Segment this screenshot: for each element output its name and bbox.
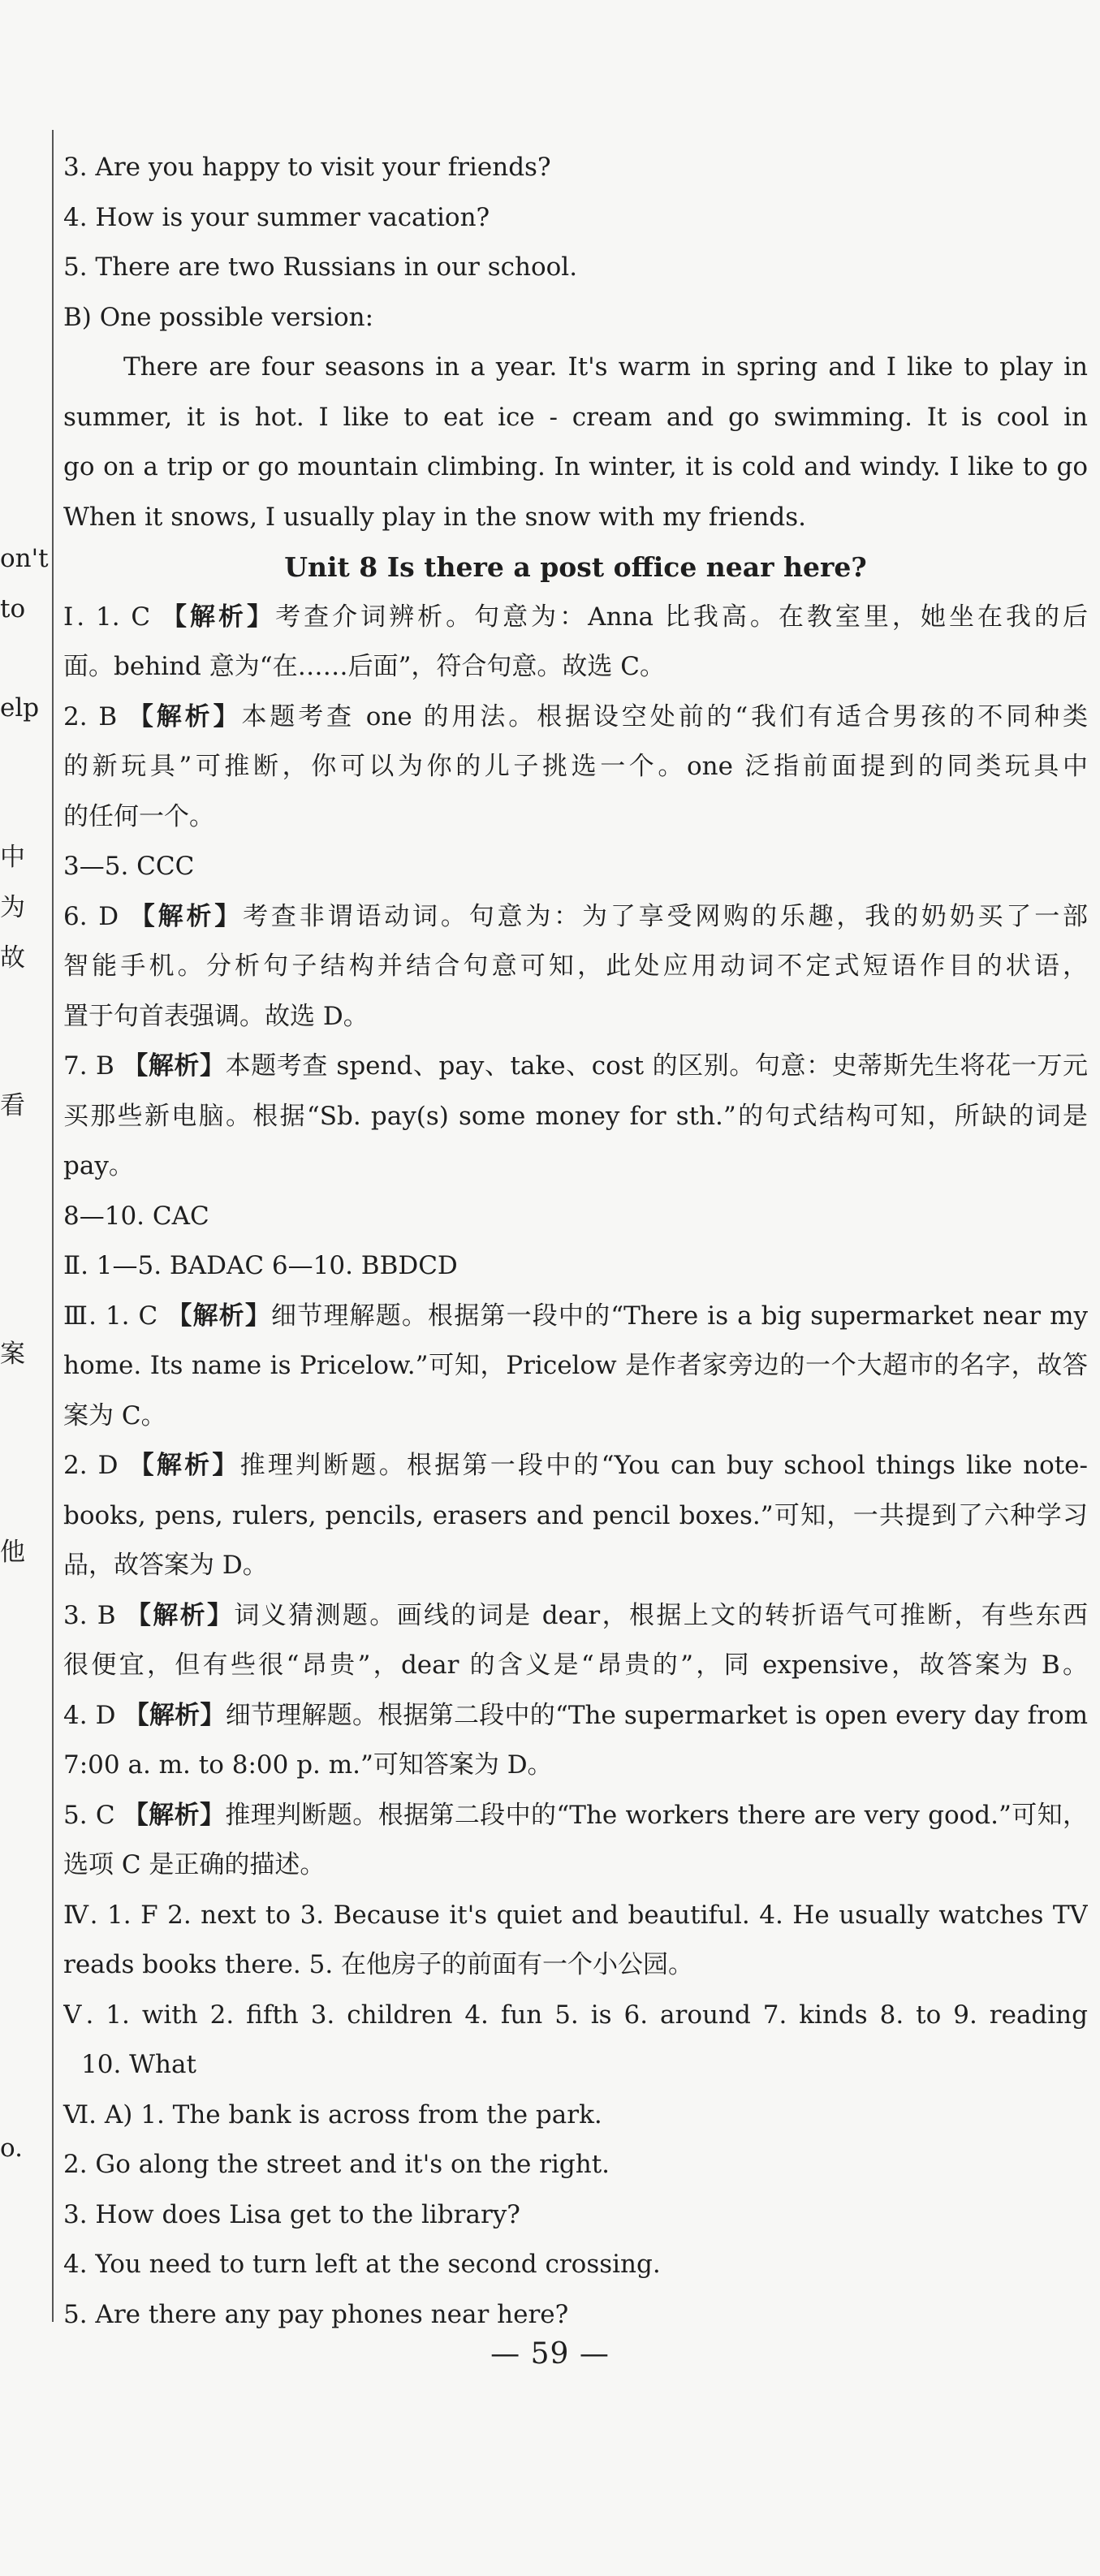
item-number: Ⅲ. 1. C	[63, 1301, 167, 1331]
column-divider	[52, 130, 54, 2322]
line-text: 4. You need to turn left at the second crossing.	[63, 2250, 661, 2279]
line-text: 面。behind 意为“在……后面”，符合句意。故选 C。	[63, 652, 666, 681]
line-text: There are four seasons in a year. It's warm in spring and I like to play in	[123, 352, 1088, 382]
margin-fragment: to	[0, 594, 26, 624]
answer-line	[63, 1641, 1088, 1691]
analysis-tag: 【解析】	[127, 701, 242, 731]
answer-line	[63, 2290, 1088, 2341]
answer-line	[63, 1591, 1088, 1642]
answer-line	[63, 1741, 1088, 1791]
line-text: Ⅳ. 1. F 2. next to 3. Because it's quiet and beautiful. 4. He usually watches TV	[63, 1900, 1088, 1930]
item-number: 2. D	[63, 1451, 129, 1480]
answer-line	[63, 293, 1088, 343]
margin-fragment: elp	[0, 693, 40, 723]
analysis-tag: 【解析】	[123, 1051, 226, 1081]
analysis-tag: 【解析】	[123, 1800, 226, 1830]
answer-line	[63, 2140, 1088, 2190]
line-text: summer, it is hot. I like to eat ice - cream and go swimming. It is cool in	[63, 402, 1088, 432]
margin-fragment: 案	[0, 1340, 25, 1369]
line-text: pay。	[63, 1151, 134, 1180]
answer-line	[63, 693, 1088, 743]
line-text: go on a trip or go mountain climbing. In winter, it is cold and windy. I like to go	[63, 452, 1088, 481]
line-text: Unit 8 Is there a post office near here?	[284, 551, 867, 583]
line-text: 2. Go along the street and it's on the right.	[63, 2150, 610, 2179]
line-text: books, pens, rulers, pencils, erasers and pencil boxes.”可知，一共提到了六种学习	[63, 1500, 1088, 1530]
answer-line	[63, 1241, 1088, 1292]
line-text: 买那些新电脑。根据“Sb. pay(s) some money for sth.”的句式结构可知，所缺的词是	[63, 1101, 1088, 1131]
line-text: 5. Are there any pay phones near here?	[63, 2299, 569, 2329]
margin-fragment: 他	[0, 1538, 25, 1567]
line-text: 的新玩具”可推断，你可以为你的儿子挑选一个。one 泛指前面提到的同类玩具中	[63, 752, 1088, 781]
answer-line	[63, 1441, 1088, 1491]
answer-line	[63, 642, 1088, 693]
answer-line	[63, 393, 1088, 443]
answer-line	[63, 2091, 1088, 2141]
line-text: 本题考查 spend、pay、take、cost 的区别。句意：史蒂斯先生将花一万元	[225, 1051, 1088, 1081]
answer-line	[63, 742, 1088, 792]
margin-fragment: 中	[0, 843, 25, 872]
answer-line	[63, 792, 1088, 843]
answer-line	[63, 143, 1088, 193]
answer-line	[63, 193, 1088, 244]
line-text: 3—5. CCC	[63, 852, 195, 881]
margin-fragment: o.	[0, 2134, 23, 2163]
answer-line	[63, 2240, 1088, 2290]
line-text: 3. How does Lisa get to the library?	[63, 2199, 520, 2229]
item-number: 2. B	[63, 701, 128, 731]
answer-line	[63, 493, 1088, 543]
line-text: 的任何一个。	[63, 801, 214, 831]
analysis-tag: 【解析】	[162, 602, 276, 632]
line-text: 词义猜测题。画线的词是 dear，根据上文的转折语气可推断，有些东西	[234, 1600, 1088, 1630]
answer-line	[63, 243, 1088, 293]
answer-line	[63, 1392, 1088, 1442]
analysis-tag: 【解析】	[125, 1600, 235, 1630]
answer-line	[63, 842, 1088, 892]
item-number: 5. C	[63, 1800, 123, 1830]
analysis-tag: 【解析】	[129, 901, 244, 931]
answer-line	[63, 343, 1088, 393]
item-number: 6. D	[63, 901, 130, 931]
item-number: 7. B	[63, 1051, 123, 1081]
margin-fragment: 看	[0, 1091, 25, 1120]
answer-line	[63, 1491, 1088, 1542]
item-number: 3. B	[63, 1600, 126, 1630]
line-text: 细节理解题。根据第二段中的“The supermarket is open every day from	[225, 1700, 1088, 1730]
answer-line	[63, 1840, 1088, 1891]
margin-fragment: on't	[0, 544, 49, 573]
analysis-tag: 【解析】	[128, 1451, 240, 1480]
line-text: reads books there. 5. 在他房子的前面有一个小公园。	[63, 1950, 694, 1979]
answer-line	[63, 1292, 1088, 1342]
page-number: — 59 —	[490, 2337, 610, 2371]
answer-line	[63, 1791, 1088, 1841]
answer-content	[63, 143, 1088, 2340]
line-text: 本题考查 one 的用法。根据设空处前的“我们有适合男孩的不同种类	[241, 701, 1088, 731]
unit-title	[63, 542, 1088, 593]
answer-line	[63, 593, 1088, 643]
line-text: 细节理解题。根据第一段中的“There is a big supermarket near my	[271, 1301, 1088, 1331]
line-text: When it snows, I usually play in the snow with my friends.	[63, 502, 807, 532]
answer-line	[63, 2190, 1088, 2241]
answer-line	[63, 1541, 1088, 1591]
line-text: 4. How is your summer vacation?	[63, 202, 490, 232]
margin-fragment: 为	[0, 893, 25, 922]
answer-line	[63, 1940, 1088, 1991]
line-text: 考查非谓语动词。句意为：为了享受网购的乐趣，我的奶奶买了一部	[243, 901, 1088, 931]
line-text: 推理判断题。根据第一段中的“You can buy school things like note-	[239, 1451, 1088, 1480]
line-text: 选项 C 是正确的描述。	[63, 1850, 326, 1879]
analysis-tag: 【解析】	[123, 1700, 226, 1730]
analysis-tag: 【解析】	[166, 1301, 272, 1331]
line-text: Ⅱ. 1—5. BADAC 6—10. BBDCD	[63, 1251, 458, 1280]
line-text: 推理判断题。根据第二段中的“The workers there are very good.”可知，	[225, 1800, 1088, 1830]
line-text: Ⅴ. 1. with 2. fifth 3. children 4. fun 5. is 6. around 7. kinds 8. to 9. reading	[63, 2000, 1088, 2030]
line-text: B) One possible version:	[63, 302, 374, 332]
answer-line	[63, 1991, 1088, 2041]
item-number: 4. D	[63, 1700, 124, 1730]
line-text: 3. Are you happy to visit your friends?	[63, 153, 551, 182]
line-text: home. Its name is Pricelow.”可知，Pricelow 是作者家旁边的一个大超市的名字，故答	[63, 1351, 1088, 1380]
answer-line	[63, 892, 1088, 943]
answer-line	[63, 1141, 1088, 1192]
answer-line	[63, 1092, 1088, 1142]
line-text: 5. There are two Russians in our school.	[63, 252, 578, 282]
answer-line	[63, 442, 1088, 493]
answer-line	[63, 942, 1088, 992]
line-text: 案为 C。	[63, 1400, 166, 1430]
line-text: 智能手机。分析句子结构并结合句意可知，此处应用动词不定式短语作目的状语，	[63, 951, 1088, 981]
answer-line	[63, 1341, 1088, 1392]
answer-line	[63, 1891, 1088, 1941]
margin-fragment: 故	[0, 943, 25, 973]
line-text: 品，故答案为 D。	[63, 1551, 268, 1580]
answer-line	[63, 2040, 1088, 2091]
line-text: 置于句首表强调。故选 D。	[63, 1001, 369, 1031]
line-text: 10. What	[81, 2050, 196, 2079]
answer-line	[63, 1691, 1088, 1741]
answer-line	[63, 992, 1088, 1042]
answer-line	[63, 1192, 1088, 1242]
line-text: 7:00 a. m. to 8:00 p. m.”可知答案为 D。	[63, 1750, 553, 1780]
line-text: 很便宜，但有些很“昂贵”，dear 的含义是“昂贵的”，同 expensive，故答案为 B。	[63, 1650, 1088, 1680]
line-text: 8—10. CAC	[63, 1201, 209, 1231]
line-text: Ⅵ. A) 1. The bank is across from the park.	[63, 2099, 602, 2129]
answer-line	[63, 1042, 1088, 1092]
item-number: Ⅰ. 1. C	[63, 602, 162, 632]
line-text: 考查介词辨析。句意为：Anna 比我高。在教室里，她坐在我的后	[275, 602, 1088, 632]
